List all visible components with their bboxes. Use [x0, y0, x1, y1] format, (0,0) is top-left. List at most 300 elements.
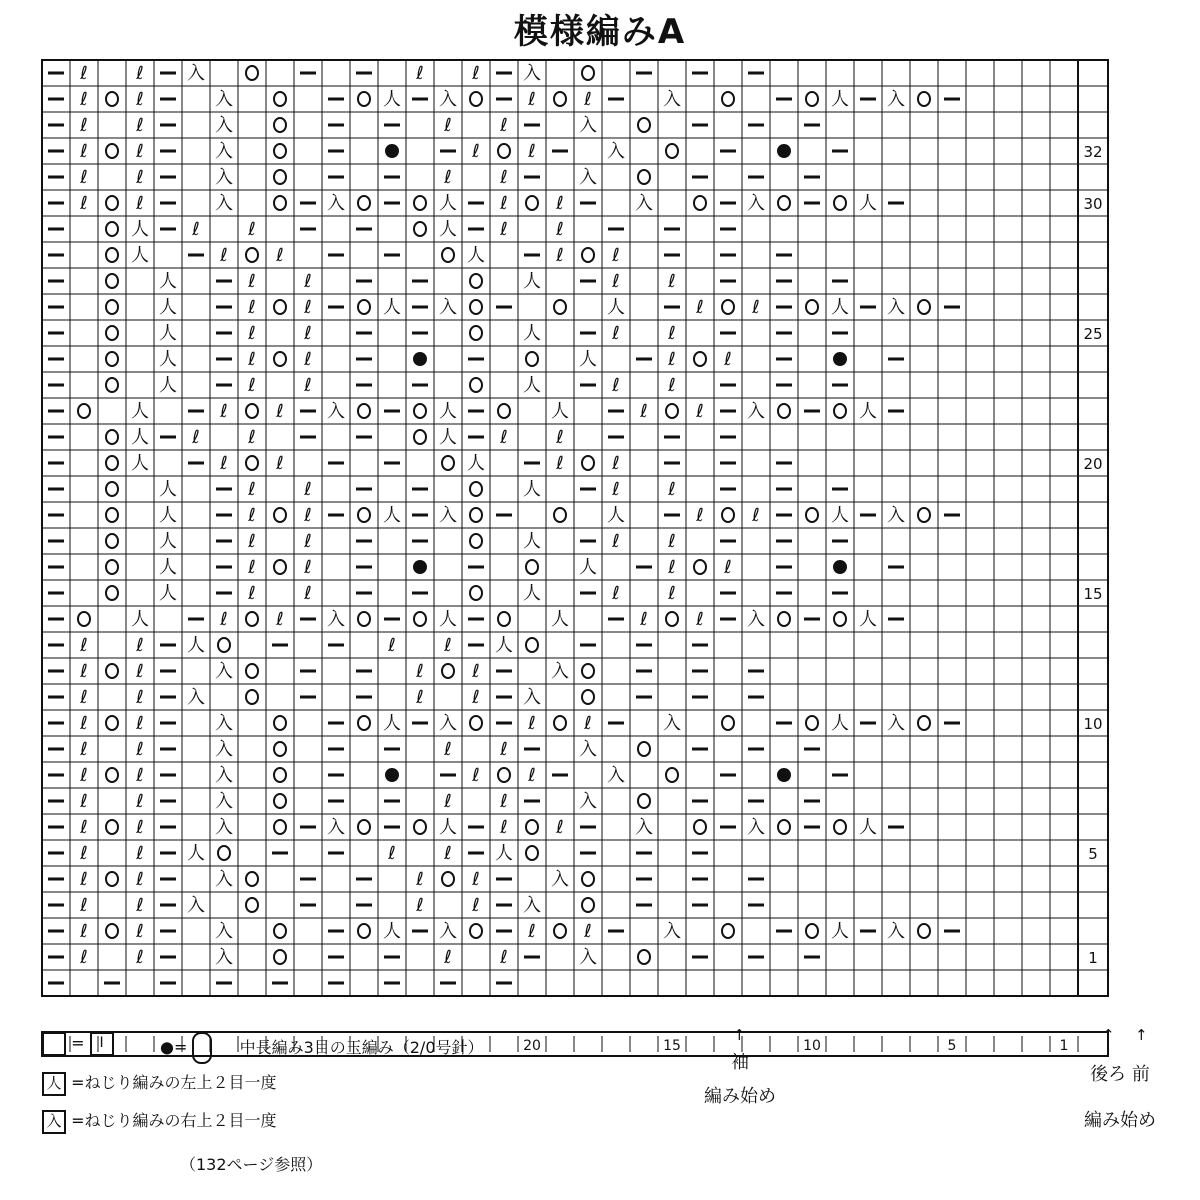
legend-bobble-eq: ●=	[160, 1037, 188, 1057]
stitch-mark: ℓ	[304, 557, 312, 578]
stitch-mark: ℓ	[724, 557, 732, 578]
stitch-mark: 入	[327, 609, 345, 630]
yarn-over-mark	[554, 92, 566, 106]
stitch-mark: 人	[383, 713, 401, 734]
yarn-over-mark	[414, 222, 426, 236]
stitch-mark: ℓ	[556, 427, 564, 448]
stitch-mark: 人	[523, 323, 541, 344]
stitch-mark: ℓ	[80, 921, 88, 942]
stitch-mark: ℓ	[668, 375, 676, 396]
stitch-mark: ℓ	[136, 687, 144, 708]
stitch-mark: ℓ	[612, 453, 620, 474]
stitch-mark: ℓ	[472, 895, 480, 916]
stitch-mark: ℓ	[136, 739, 144, 760]
stitch-mark: ℓ	[80, 687, 88, 708]
yarn-over-mark	[694, 196, 706, 210]
yarn-over-mark	[274, 924, 286, 938]
stitch-mark: ℓ	[248, 271, 256, 292]
sleeve-arrow-icon: ↑	[733, 1026, 746, 1044]
stitch-mark: ℓ	[248, 583, 256, 604]
stitch-mark: ℓ	[80, 843, 88, 864]
stitch-mark: ℓ	[248, 323, 256, 344]
stitch-mark: ℓ	[668, 271, 676, 292]
stitch-mark: ℓ	[80, 115, 88, 136]
yarn-over-mark	[470, 326, 482, 340]
stitch-mark: ℓ	[500, 947, 508, 968]
stitch-mark: ℓ	[136, 661, 144, 682]
stitch-mark: 入	[215, 791, 233, 812]
stitch-mark: 人	[159, 583, 177, 604]
stitch-mark: 入	[747, 401, 765, 422]
yarn-over-mark	[498, 612, 510, 626]
stitch-mark: 人	[495, 843, 513, 864]
stitch-mark: ℓ	[528, 921, 536, 942]
yarn-over-mark	[106, 274, 118, 288]
stitch-mark: 入	[663, 713, 681, 734]
bobble-mark	[413, 352, 427, 366]
yarn-over-mark	[918, 508, 930, 522]
yarn-over-mark	[694, 820, 706, 834]
row-number-label: 15	[1083, 585, 1103, 603]
yarn-over-mark	[358, 820, 370, 834]
yarn-over-mark	[106, 768, 118, 782]
stitch-mark: ℓ	[556, 193, 564, 214]
stitch-mark: ℓ	[248, 219, 256, 240]
stitch-mark: ℓ	[416, 687, 424, 708]
stitch-mark: ℓ	[556, 219, 564, 240]
stitch-mark: 人	[187, 635, 205, 656]
stitch-mark: 入	[215, 921, 233, 942]
stitch-mark: ℓ	[724, 349, 732, 370]
stitch-mark: 入	[215, 869, 233, 890]
yarn-over-mark	[694, 352, 706, 366]
stitch-mark: ℓ	[444, 635, 452, 656]
stitch-mark: ℓ	[416, 895, 424, 916]
yarn-over-mark	[106, 820, 118, 834]
stitch-mark: ℓ	[136, 115, 144, 136]
stitch-mark: 入	[523, 687, 541, 708]
yarn-over-mark	[470, 924, 482, 938]
stitch-mark: ℓ	[80, 635, 88, 656]
stitch-mark: 人	[159, 557, 177, 578]
yarn-over-mark	[274, 950, 286, 964]
stitch-mark: 入	[215, 947, 233, 968]
yarn-over-mark	[834, 196, 846, 210]
stitch-mark: ℓ	[80, 869, 88, 890]
legend-bobble	[160, 1032, 484, 1064]
back-front-note-line1: 後ろ 前	[1090, 1064, 1150, 1085]
stitch-mark: 入	[187, 63, 205, 84]
stitch-mark: ℓ	[444, 791, 452, 812]
stitch-mark: 人	[523, 531, 541, 552]
stitch-mark: 入	[887, 921, 905, 942]
stitch-mark: ℓ	[276, 245, 284, 266]
stitch-mark: ℓ	[612, 583, 620, 604]
bobble-mark	[777, 144, 791, 158]
row-number-label: 20	[1083, 455, 1103, 473]
yarn-over-mark	[470, 482, 482, 496]
stitch-mark: 人	[159, 505, 177, 526]
stitch-mark: ℓ	[668, 583, 676, 604]
yarn-over-mark	[498, 144, 510, 158]
legend-k2tog-text: =ねじり編みの左上２目一度	[71, 1073, 277, 1092]
yarn-over-mark	[694, 560, 706, 574]
yarn-over-mark	[246, 66, 258, 80]
yarn-over-mark	[246, 248, 258, 262]
yarn-over-mark	[470, 378, 482, 392]
yarn-over-mark	[274, 118, 286, 132]
row-number-label: 10	[1083, 715, 1103, 733]
yarn-over-mark	[106, 300, 118, 314]
stitch-mark: ℓ	[612, 245, 620, 266]
yarn-over-mark	[470, 274, 482, 288]
back-arrow-icon: ↑	[1102, 1026, 1115, 1044]
stitch-mark: ℓ	[388, 843, 396, 864]
bobble-mark	[833, 560, 847, 574]
stitch-mark: 入	[551, 661, 569, 682]
stitch-mark: 人	[131, 609, 149, 630]
stitch-mark: ℓ	[136, 791, 144, 812]
yarn-over-mark	[358, 716, 370, 730]
yarn-over-mark	[106, 196, 118, 210]
stitch-mark: 入	[635, 817, 653, 838]
stitch-mark: 入	[439, 505, 457, 526]
yarn-over-mark	[246, 612, 258, 626]
stitch-mark: ℓ	[444, 843, 452, 864]
blank-square-icon	[42, 1032, 66, 1056]
stitch-mark: 人	[439, 609, 457, 630]
front-arrow-icon: ↑	[1135, 1026, 1148, 1044]
stitch-mark: 人	[523, 583, 541, 604]
stitch-mark: ℓ	[248, 349, 256, 370]
stitch-mark: ℓ	[248, 427, 256, 448]
yarn-over-mark	[106, 716, 118, 730]
stitch-mark: 人	[159, 531, 177, 552]
yarn-over-mark	[638, 742, 650, 756]
stitch-mark: ℓ	[500, 791, 508, 812]
yarn-over-mark	[442, 248, 454, 262]
yarn-over-mark	[722, 92, 734, 106]
row-number-label: 1	[1088, 949, 1098, 967]
stitch-mark: 入	[439, 297, 457, 318]
stitch-mark: 入	[215, 765, 233, 786]
bobble-stitch-icon	[192, 1032, 212, 1064]
stitch-mark: 人	[831, 921, 849, 942]
stitch-mark: ℓ	[304, 271, 312, 292]
yarn-over-mark	[918, 300, 930, 314]
stitch-mark: ℓ	[556, 453, 564, 474]
yarn-over-mark	[722, 716, 734, 730]
yarn-over-mark	[106, 222, 118, 236]
stitch-mark: 人	[579, 557, 597, 578]
stitch-mark: 入	[607, 765, 625, 786]
yarn-over-mark	[274, 716, 286, 730]
column-number-label: 1	[1059, 1038, 1069, 1054]
yarn-over-mark	[806, 300, 818, 314]
yarn-over-mark	[274, 508, 286, 522]
stitch-mark: 人	[523, 375, 541, 396]
yarn-over-mark	[106, 456, 118, 470]
stitch-mark: ℓ	[500, 739, 508, 760]
stitch-mark: ℓ	[472, 687, 480, 708]
stitch-mark: 人	[439, 219, 457, 240]
sleeve-note-line2: 編み始め	[704, 1086, 776, 1107]
stitch-mark: ℓ	[444, 167, 452, 188]
stitch-mark: 人	[551, 401, 569, 422]
twisted-k2tog-icon: 人	[42, 1072, 66, 1096]
stitch-mark: 人	[467, 453, 485, 474]
yarn-over-mark	[78, 612, 90, 626]
stitch-mark: 人	[551, 609, 569, 630]
yarn-over-mark	[274, 560, 286, 574]
stitch-mark: ℓ	[472, 63, 480, 84]
stitch-mark: ℓ	[416, 63, 424, 84]
stitch-mark: ℓ	[136, 947, 144, 968]
yarn-over-mark	[638, 118, 650, 132]
stitch-mark: 人	[131, 401, 149, 422]
stitch-mark: 人	[187, 843, 205, 864]
stitch-mark: ℓ	[388, 635, 396, 656]
stitch-mark: 入	[215, 193, 233, 214]
column-number-label: 10	[803, 1038, 821, 1054]
yarn-over-mark	[106, 664, 118, 678]
stitch-mark: ℓ	[192, 219, 200, 240]
back-front-note-line2: 編み始め	[1084, 1110, 1156, 1131]
stitch-mark: ℓ	[80, 63, 88, 84]
yarn-over-mark	[554, 924, 566, 938]
stitch-mark: ℓ	[276, 609, 284, 630]
stitch-mark: 入	[887, 505, 905, 526]
stitch-mark: 人	[131, 219, 149, 240]
stitch-mark: 人	[579, 349, 597, 370]
stitch-mark: ℓ	[136, 193, 144, 214]
yarn-over-mark	[918, 92, 930, 106]
stitch-mark: 入	[747, 193, 765, 214]
yarn-over-mark	[638, 794, 650, 808]
yarn-over-mark	[274, 196, 286, 210]
yarn-over-mark	[274, 768, 286, 782]
bobble-mark	[413, 560, 427, 574]
stitch-mark: 人	[831, 89, 849, 110]
stitch-mark: 入	[523, 895, 541, 916]
stitch-mark: 入	[887, 89, 905, 110]
yarn-over-mark	[106, 924, 118, 938]
legend-blank-eq: =	[71, 1033, 85, 1053]
yarn-over-mark	[358, 612, 370, 626]
legend-bobble-text: 中長編み3目の玉編み（2/0号針）	[239, 1037, 484, 1057]
stitch-mark: 人	[439, 427, 457, 448]
yarn-over-mark	[106, 326, 118, 340]
stitch-mark: ℓ	[528, 713, 536, 734]
stitch-mark: ℓ	[584, 713, 592, 734]
stitch-mark: 人	[159, 297, 177, 318]
yarn-over-mark	[358, 508, 370, 522]
stitch-mark: 人	[523, 479, 541, 500]
stitch-mark: ℓ	[500, 193, 508, 214]
stitch-mark: ℓ	[80, 167, 88, 188]
stitch-mark: 人	[439, 401, 457, 422]
yarn-over-mark	[582, 898, 594, 912]
stitch-mark: ℓ	[556, 817, 564, 838]
stitch-mark: ℓ	[472, 765, 480, 786]
stitch-mark: ℓ	[304, 479, 312, 500]
yarn-over-mark	[526, 196, 538, 210]
yarn-over-mark	[498, 768, 510, 782]
stitch-mark: 入	[215, 713, 233, 734]
row-number-label: 30	[1083, 195, 1103, 213]
stitch-mark: ℓ	[752, 297, 760, 318]
stitch-mark: ℓ	[80, 89, 88, 110]
yarn-over-mark	[526, 352, 538, 366]
yarn-over-mark	[722, 924, 734, 938]
yarn-over-mark	[470, 508, 482, 522]
stitch-mark: ℓ	[220, 401, 228, 422]
yarn-over-mark	[834, 404, 846, 418]
stitch-mark: 入	[579, 115, 597, 136]
stitch-mark: ℓ	[612, 323, 620, 344]
stitch-mark: 入	[187, 687, 205, 708]
column-number-label: 5	[947, 1038, 957, 1054]
stitch-mark: ℓ	[304, 297, 312, 318]
stitch-mark: ℓ	[500, 115, 508, 136]
bobble-mark	[833, 352, 847, 366]
stitch-mark: 入	[439, 921, 457, 942]
stitch-mark: ℓ	[248, 479, 256, 500]
legend-ssk-text: =ねじり編みの右上２目一度	[71, 1111, 277, 1130]
stitch-mark: ℓ	[612, 375, 620, 396]
stitch-mark: ℓ	[696, 505, 704, 526]
yarn-over-mark	[358, 404, 370, 418]
stitch-mark: ℓ	[304, 583, 312, 604]
stitch-mark: ℓ	[136, 765, 144, 786]
yarn-over-mark	[834, 612, 846, 626]
yarn-over-mark	[778, 820, 790, 834]
yarn-over-mark	[78, 404, 90, 418]
yarn-over-mark	[806, 508, 818, 522]
stitch-mark: ℓ	[472, 661, 480, 682]
stitch-mark: ℓ	[276, 453, 284, 474]
stitch-mark: ℓ	[416, 661, 424, 682]
stitch-mark: ℓ	[416, 869, 424, 890]
legend-blank	[42, 1032, 114, 1056]
stitch-mark: 入	[327, 401, 345, 422]
legend-ssk	[42, 1108, 277, 1134]
yarn-over-mark	[106, 482, 118, 496]
yarn-over-mark	[274, 300, 286, 314]
stitch-mark: ℓ	[612, 531, 620, 552]
yarn-over-mark	[526, 638, 538, 652]
yarn-over-mark	[274, 820, 286, 834]
stitch-mark: ℓ	[80, 817, 88, 838]
column-number-label: 15	[663, 1038, 681, 1054]
yarn-over-mark	[414, 820, 426, 834]
stitch-mark: 人	[859, 609, 877, 630]
yarn-over-mark	[582, 66, 594, 80]
stitch-mark: 人	[159, 271, 177, 292]
yarn-over-mark	[638, 170, 650, 184]
yarn-over-mark	[414, 430, 426, 444]
stitch-mark: 人	[523, 271, 541, 292]
stitch-mark: ℓ	[136, 167, 144, 188]
stitch-mark: ℓ	[668, 349, 676, 370]
yarn-over-mark	[274, 92, 286, 106]
yarn-over-mark	[106, 92, 118, 106]
stitch-mark: 人	[383, 921, 401, 942]
yarn-over-mark	[274, 352, 286, 366]
yarn-over-mark	[582, 664, 594, 678]
stitch-mark: ℓ	[668, 557, 676, 578]
yarn-over-mark	[358, 196, 370, 210]
stitch-mark: ℓ	[668, 531, 676, 552]
stitch-mark: 人	[495, 635, 513, 656]
bobble-mark	[385, 768, 399, 782]
stitch-mark: 入	[551, 869, 569, 890]
stitch-mark: 入	[523, 63, 541, 84]
stitch-mark: 人	[859, 193, 877, 214]
yarn-over-mark	[358, 924, 370, 938]
yarn-over-mark	[918, 924, 930, 938]
yarn-over-mark	[106, 872, 118, 886]
stitch-mark: ℓ	[80, 739, 88, 760]
yarn-over-mark	[246, 456, 258, 470]
stitch-mark: ℓ	[248, 505, 256, 526]
yarn-over-mark	[246, 404, 258, 418]
stitch-mark: ℓ	[248, 531, 256, 552]
yarn-over-mark	[666, 404, 678, 418]
stitch-mark: 人	[383, 297, 401, 318]
stitch-mark: 人	[383, 505, 401, 526]
row-number-label: 32	[1083, 143, 1103, 161]
stitch-mark: 人	[859, 817, 877, 838]
chart-title: 模様編みA	[513, 12, 687, 52]
stitch-mark: 入	[747, 609, 765, 630]
yarn-over-mark	[414, 612, 426, 626]
stitch-mark: ℓ	[528, 89, 536, 110]
stitch-mark: 入	[439, 89, 457, 110]
yarn-over-mark	[666, 768, 678, 782]
yarn-over-mark	[470, 300, 482, 314]
yarn-over-mark	[722, 508, 734, 522]
stitch-mark: 人	[607, 505, 625, 526]
stitch-mark: ℓ	[220, 245, 228, 266]
stitch-mark: 入	[579, 739, 597, 760]
stitch-mark: ℓ	[80, 193, 88, 214]
legend-reference: （132ページ参照）	[180, 1155, 323, 1174]
legend-blank-meaning: I	[90, 1032, 114, 1056]
yarn-over-mark	[218, 846, 230, 860]
yarn-over-mark	[554, 508, 566, 522]
stitch-mark: 人	[439, 817, 457, 838]
stitch-mark: ℓ	[80, 141, 88, 162]
stitch-mark: 入	[747, 817, 765, 838]
stitch-mark: ℓ	[584, 921, 592, 942]
stitch-mark: 人	[607, 297, 625, 318]
yarn-over-mark	[834, 820, 846, 834]
stitch-mark: 入	[635, 193, 653, 214]
stitch-mark: 人	[831, 713, 849, 734]
yarn-over-mark	[414, 404, 426, 418]
stitch-mark: 入	[579, 167, 597, 188]
yarn-over-mark	[582, 872, 594, 886]
stitch-mark: 人	[831, 297, 849, 318]
stitch-mark: ℓ	[80, 661, 88, 682]
stitch-mark: ℓ	[668, 479, 676, 500]
yarn-over-mark	[106, 248, 118, 262]
stitch-mark: ℓ	[248, 375, 256, 396]
yarn-over-mark	[526, 560, 538, 574]
yarn-over-mark	[246, 664, 258, 678]
stitch-mark: ℓ	[80, 947, 88, 968]
